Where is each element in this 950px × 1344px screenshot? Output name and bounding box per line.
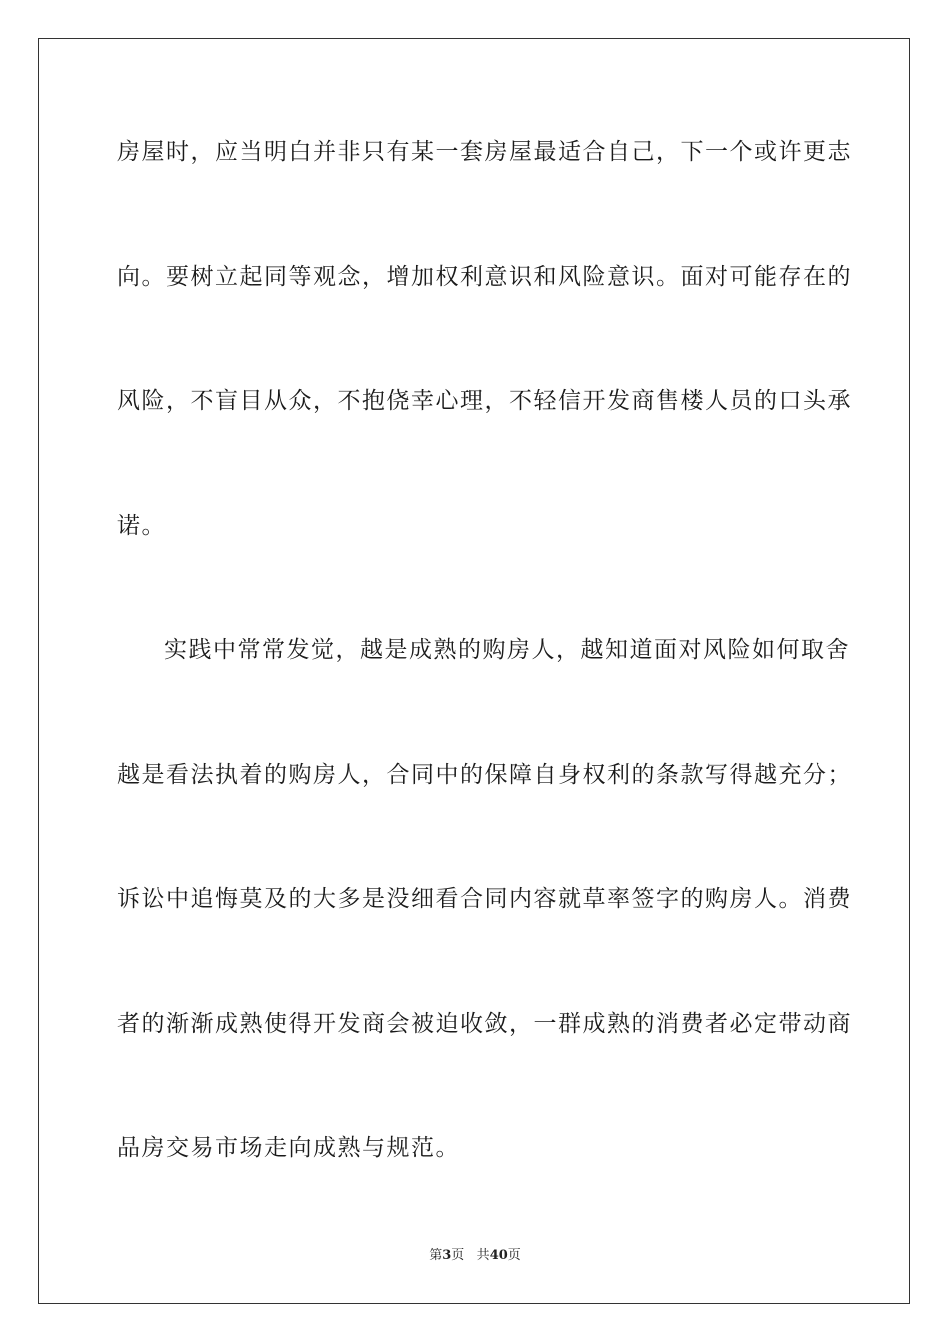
total-prefix: 共 bbox=[476, 1248, 490, 1263]
paragraph-line-5: 实践中常常发觉，越是成熟的购房人，越知道面对风险如何取舍 bbox=[164, 637, 850, 663]
paragraph-line-9: 品房交易市场走向成熟与规范。 bbox=[117, 1135, 460, 1161]
page-border bbox=[38, 38, 910, 1304]
paragraph-line-4: 诺。 bbox=[117, 513, 166, 539]
paragraph-line-8: 者的渐渐成熟使得开发商会被迫收敛，一群成熟的消费者必定带动商 bbox=[117, 1011, 852, 1037]
paragraph-line-1: 房屋时，应当明白并非只有某一套房屋最适合自己，下一个或许更志 bbox=[117, 139, 852, 165]
page-number: 3 bbox=[442, 1248, 452, 1263]
paragraph-line-6: 越是看法执着的购房人，合同中的保障自身权利的条款写得越充分； bbox=[117, 762, 852, 788]
page-footer bbox=[0, 1244, 950, 1263]
paragraph-line-2: 向。要树立起同等观念，增加权利意识和风险意识。面对可能存在的 bbox=[117, 264, 852, 290]
paragraph-line-7: 诉讼中追悔莫及的大多是没细看合同内容就草率签字的购房人。消费 bbox=[117, 886, 852, 912]
total-suffix: 页 bbox=[507, 1248, 521, 1263]
paragraph-line-3: 风险，不盲目从众，不抱侥幸心理，不轻信开发商售楼人员的口头承 bbox=[117, 388, 852, 414]
page-prefix: 第 bbox=[429, 1248, 443, 1263]
total-pages: 40 bbox=[489, 1248, 508, 1263]
page-suffix: 页 bbox=[451, 1248, 465, 1263]
